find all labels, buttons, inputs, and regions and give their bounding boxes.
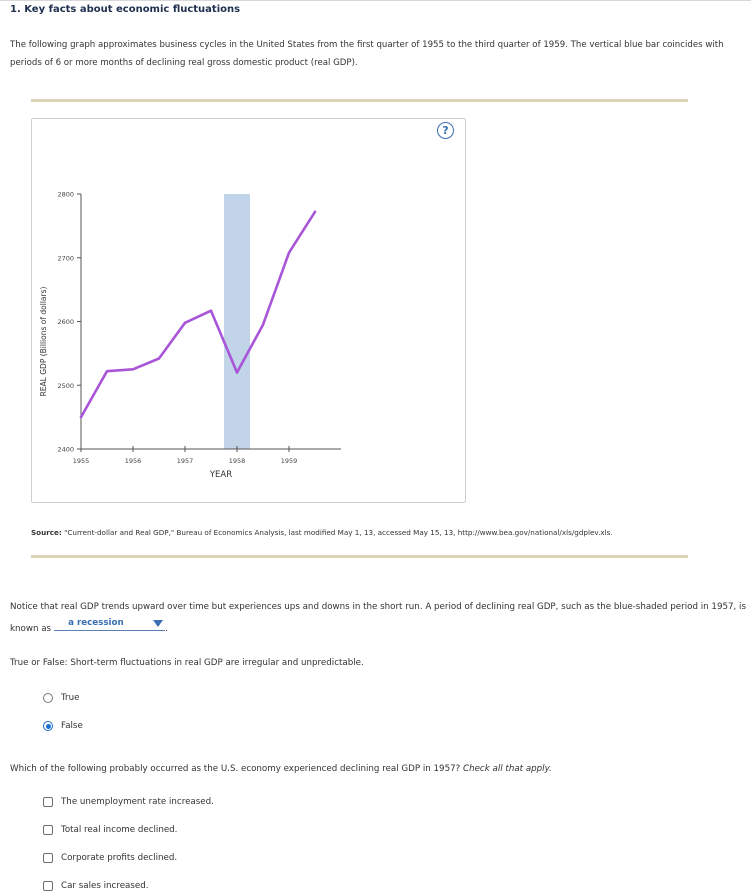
source-citation	[31, 528, 613, 537]
y-tick-label: 2600	[57, 318, 74, 326]
gdp-data-point	[262, 323, 264, 325]
gdp-data-point	[184, 322, 186, 324]
y-tick-label: 2500	[57, 381, 74, 390]
option-false-label: False	[61, 721, 83, 731]
graph-bottom-divider	[31, 555, 688, 558]
checkbox-unemployment[interactable]	[43, 797, 53, 807]
option-true-label: True	[61, 693, 80, 703]
checklist-option-label: The unemployment rate increased.	[61, 797, 214, 807]
checklist-option-label: Corporate profits declined.	[61, 853, 178, 863]
dropdown-selected-value: a recession	[68, 618, 124, 628]
x-tick-label: 1956	[124, 457, 142, 465]
notice-paragraph	[10, 598, 747, 639]
source-label: Source:	[31, 528, 62, 537]
checkbox-real-income[interactable]	[43, 825, 53, 835]
gdp-line-chart	[32, 119, 465, 502]
recession-shading	[224, 194, 250, 449]
checklist-prompt	[10, 764, 552, 774]
x-tick-label: 1955	[72, 457, 90, 465]
checklist-instruction: Check all that apply.	[463, 764, 552, 774]
x-tick-label: 1958	[228, 457, 246, 465]
checklist-option[interactable]	[43, 851, 177, 865]
checklist-option-label: Total real income declined.	[61, 825, 178, 835]
checklist-prompt-text: Which of the following probably occurred as the U.S. economy experienced declining real GDP in 1957?	[10, 764, 461, 774]
gdp-data-point	[236, 371, 238, 373]
graph-panel	[31, 118, 466, 503]
checklist-option[interactable]	[43, 795, 214, 809]
notice-end-punctuation: .	[165, 624, 168, 634]
gdp-data-point	[314, 211, 316, 213]
y-tick-label: 2800	[57, 190, 74, 199]
gdp-data-point	[210, 309, 212, 311]
gdp-data-point	[288, 251, 290, 253]
x-tick-label: 1957	[176, 457, 194, 465]
gdp-series-line	[81, 212, 315, 417]
source-text: "Current-dollar and Real GDP," Bureau of Economics Analysis, last modified May 1, 13, accessed May 15, 13, http://www.bea.gov/national/xls/gdplev.xls.	[64, 528, 613, 537]
help-button[interactable]: ?	[437, 122, 454, 139]
notice-text: Notice that real GDP trends upward over time but experiences ups and downs in the short run. A period of declining real GDP, such as the blue-shaded period in 1957, is known as	[10, 602, 746, 634]
dropdown-arrow-icon	[153, 620, 163, 627]
checklist-option[interactable]	[43, 879, 149, 893]
option-true[interactable]	[43, 691, 79, 705]
graph-top-divider	[31, 99, 688, 102]
gdp-data-point	[132, 368, 134, 370]
x-tick-label: 1959	[280, 457, 298, 465]
y-tick-label: 2700	[57, 254, 74, 263]
top-divider	[0, 0, 751, 1]
true-false-prompt: True or False: Short-term fluctuations in real GDP are irregular and unpredictable.	[10, 658, 364, 668]
checkbox-corporate-profits[interactable]	[43, 853, 53, 863]
radio-false[interactable]	[43, 721, 53, 731]
y-axis-label: REAL GDP (Billions of dollars)	[39, 286, 48, 397]
radio-true[interactable]	[43, 693, 53, 703]
gdp-data-point	[106, 370, 108, 372]
y-tick-label: 2400	[57, 445, 74, 454]
option-false[interactable]	[43, 719, 83, 733]
gdp-data-point	[80, 416, 82, 418]
question-title: 1. Key facts about economic fluctuations	[10, 4, 241, 15]
question-intro: The following graph approximates business cycles in the United States from the first quarter of 1955 to the third quarter of 1959. The vertical blue bar coincides with periods of 6 or more months of declining real gross domestic product (real GDP).	[10, 40, 724, 68]
recession-dropdown[interactable]	[54, 617, 165, 631]
checkbox-car-sales[interactable]	[43, 881, 53, 891]
x-axis-label: YEAR	[209, 470, 233, 480]
checklist-option[interactable]	[43, 823, 177, 837]
checklist-option-label: Car sales increased.	[61, 881, 149, 891]
gdp-data-point	[158, 357, 160, 359]
